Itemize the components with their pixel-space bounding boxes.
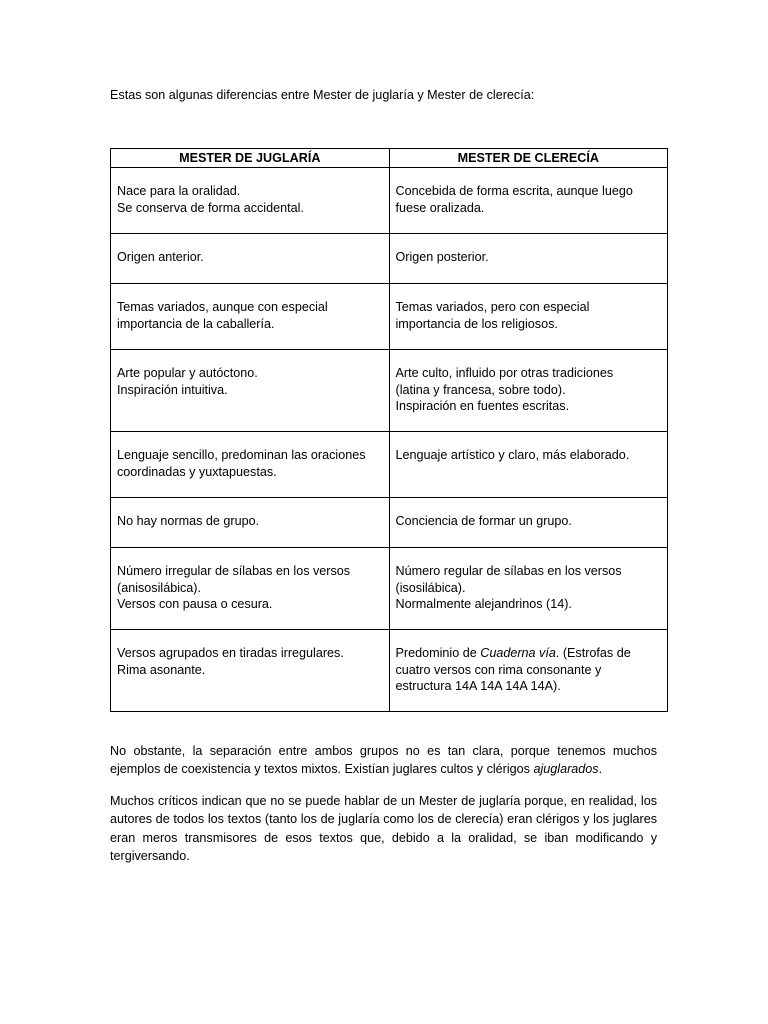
table-row (111, 630, 668, 712)
cell-text: Arte popular y autóctono. Inspiración intuitiva. (117, 366, 258, 397)
table-cell (111, 168, 390, 234)
table-cell (111, 432, 390, 498)
text-segment: No obstante, la separación entre ambos grupos no es tan clara, porque tenemos muchos ejemplos de coexistencia y textos mixtos. Existían juglares cultos y clérigos (110, 744, 657, 777)
table-cell (389, 432, 668, 498)
italic-term: Cuaderna vía (480, 646, 556, 660)
intro-text: Estas son algunas diferencias entre Mester de juglaría y Mester de clerecía: (110, 88, 535, 102)
table-row (111, 168, 668, 234)
table-cell (111, 234, 390, 284)
table-row (111, 350, 668, 432)
column-header-juglaria: MESTER DE JUGLARÍA (111, 149, 390, 168)
cell-text-cuaderna-via (396, 645, 662, 695)
table-cell (111, 630, 390, 712)
table-cell (389, 498, 668, 548)
table-row (111, 548, 668, 630)
cell-text: Origen posterior. (395, 250, 489, 264)
cell-text: Origen anterior. (117, 250, 204, 264)
table-cell (389, 234, 668, 284)
table-cell (111, 548, 390, 630)
text-segment: Predominio de (395, 646, 481, 660)
cell-text: Versos agrupados en tiradas irregulares. Rima asonante. (117, 646, 344, 677)
table-cell (389, 284, 668, 350)
table-cell (389, 630, 668, 712)
cell-text: Concebida de forma escrita, aunque luego fuese oralizada. (395, 184, 633, 215)
cell-text: Nace para la oralidad. Se conserva de forma accidental. (117, 184, 304, 215)
text-segment: . (Estrofas de cuatro versos con rima consonante y estructura 14A 14A 14A 14A). (395, 646, 631, 693)
paragraph-coexistence (110, 742, 657, 779)
table-cell (111, 350, 390, 432)
cell-text: Lenguaje artístico y claro, más elaborado. (395, 448, 630, 462)
table-row (111, 234, 668, 284)
table-row (111, 498, 668, 548)
table-row (111, 284, 668, 350)
table-cell (389, 548, 668, 630)
column-header-clerecia: MESTER DE CLERECÍA (389, 149, 668, 168)
table-cell (111, 498, 390, 548)
paragraph-critics: Muchos críticos indican que no se puede hablar de un Mester de juglaría porque, en realidad, los autores de todos los textos (tanto los de juglaría como los de clerecía) eran clérigos y los juglares eran meros transmisores de esos textos que, debido a la oralidad, se iban modificando y tergiversando. (110, 794, 657, 863)
cell-text: Número irregular de sílabas en los versos (anisosilábica). Versos con pausa o cesura. (117, 564, 351, 611)
cell-text: Conciencia de formar un grupo. (395, 514, 572, 528)
text-segment: . (598, 762, 603, 777)
comparison-table (110, 148, 668, 712)
cell-text: Lenguaje sencillo, predominan las oraciones coordinadas y yuxtapuestas. (117, 448, 366, 479)
table-header-row (111, 149, 668, 168)
cell-text: Número regular de sílabas en los versos (isosilábica). Normalmente alejandrinos (14). (395, 564, 622, 611)
cell-text: Temas variados, aunque con especial importancia de la caballería. (117, 300, 328, 331)
cell-text: Arte culto, influido por otras tradiciones (latina y francesa, sobre todo). Inspiración en fuentes escritas. (395, 366, 614, 413)
italic-term: ajuglarados (533, 762, 599, 777)
cell-text: No hay normas de grupo. (117, 514, 260, 528)
table-cell (389, 168, 668, 234)
table-cell (111, 284, 390, 350)
cell-text: Temas variados, pero con especial importancia de los religiosos. (395, 300, 590, 331)
table-cell (389, 350, 668, 432)
table-row (111, 432, 668, 498)
